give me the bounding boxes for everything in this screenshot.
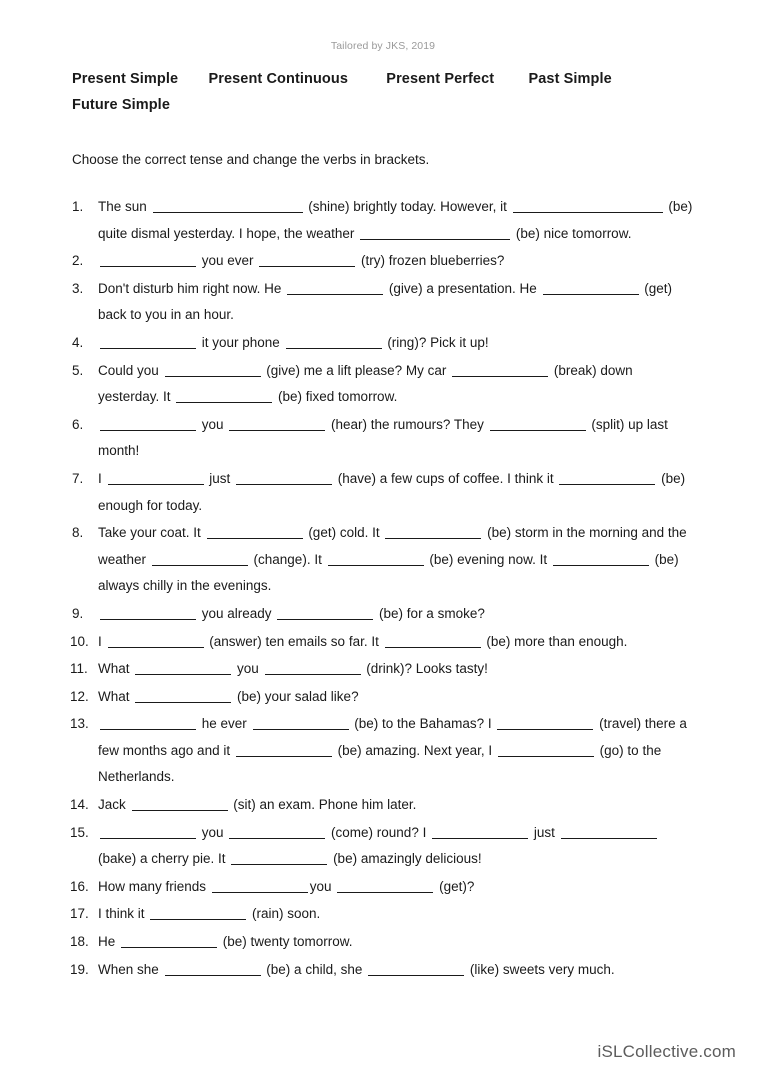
answer-blank[interactable] [153,198,303,213]
answer-blank[interactable] [368,961,464,976]
sentence-text: (break) down yesterday. It [98,362,633,405]
sentence-text: I think it [98,906,149,922]
sentence-text: (be) storm in the morning and the weather [98,525,687,567]
sentence-text: (answer) ten emails so far. It [205,633,383,649]
sentence-text: (be) always chilly in the evenings. [98,551,679,594]
sentence-text: (bake) a cherry pie. It [98,851,230,867]
exercise-item [72,466,694,519]
sentence-text: He [98,934,120,950]
sentence-text: (be) amazing. Next year, I [333,742,496,758]
sentence-text: (hear) the rumours? They [327,416,488,432]
sentence-text: (ring)? Pick it up! [383,334,489,350]
sentence-text: (be) fixed tomorrow. [274,389,398,405]
exercise-item [72,901,694,928]
sentence-text: (be) quite dismal yesterday. I hope, the weather [98,199,693,241]
exercise-item [72,684,694,711]
exercise-item [72,194,694,247]
credit-line: Tailored by JKS, 2019 [330,40,436,52]
sentence-text: (be) your salad like? [233,688,359,704]
sentence-text: (get) cold. It [304,525,384,541]
exercise-item [72,929,694,956]
sentence-text: you [198,824,228,840]
exercise-number: 13. [70,716,89,732]
sentence-text: (be) amazingly delicious! [329,851,482,867]
exercise-number: 7. [72,470,84,486]
exercise-number: 8. [72,525,84,541]
answer-blank[interactable] [385,524,481,539]
exercise-item [72,656,694,683]
instructions-text: Choose the correct tense and change the verbs in brackets. [72,152,430,167]
exercise-item [72,412,694,465]
sentence-text: (come) round? I [327,824,431,840]
answer-blank[interactable] [150,905,246,920]
sentence-text: (rain) soon. [248,906,321,922]
exercise-number: 12. [70,688,89,704]
sentence-text: Jack [98,797,130,813]
exercise-number: 15. [70,824,89,840]
sentence-text: it your phone [198,334,284,350]
answer-blank[interactable] [121,933,217,948]
sentence-text: just [530,824,559,840]
sentence-text: (be) evening now. It [425,551,551,567]
answer-blank[interactable] [108,470,204,485]
sentence-text: (shine) brightly today. However, it [304,199,511,214]
answer-blank[interactable] [135,688,231,703]
sentence-text: I [98,470,106,486]
tense-heading-line-2 [72,92,694,118]
answer-blank[interactable] [432,824,528,839]
answer-blank[interactable] [212,878,308,893]
sentence-text: (be) for a smoke? [375,605,485,621]
sentence-text: (get)? [435,878,475,894]
exercise-item [72,711,694,791]
exercise-item [72,874,694,901]
answer-blank[interactable] [100,824,196,839]
sentence-text: (try) frozen blueberries? [357,253,505,269]
tense-past-simple: Past Simple [528,71,612,87]
answer-blank[interactable] [100,252,196,267]
answer-blank[interactable] [513,198,663,213]
sentence-text: you [309,878,336,894]
exercise-item [72,330,694,357]
exercise-item [72,957,694,984]
exercise-number: 3. [72,280,84,296]
answer-blank[interactable] [561,824,657,839]
exercise-number: 14. [70,797,89,813]
answer-blank[interactable] [385,633,481,648]
sentence-text: just [205,470,235,486]
sentence-text: (be) nice tomorrow. [512,225,632,241]
answer-blank[interactable] [236,470,332,485]
answer-blank[interactable] [553,551,649,566]
answer-blank[interactable] [286,334,382,349]
sentence-text: (be) more than enough. [482,633,628,649]
answer-blank[interactable] [253,715,349,730]
tense-present-perfect: Present Perfect [386,71,495,87]
logo-prefix: i [597,1042,602,1061]
exercise-item [72,358,694,411]
exercise-number: 5. [72,362,84,378]
sentence-text: Don't disturb him right now. He [98,280,286,296]
sentence-text: Take your coat. It [98,525,205,541]
sentence-text: (give) a presentation. He [385,280,541,296]
exercise-number: 18. [70,934,89,950]
worksheet-content [72,66,694,984]
answer-blank[interactable] [265,660,361,675]
answer-blank[interactable] [231,850,327,865]
sentence-text: you ever [198,253,258,269]
answer-blank[interactable] [165,362,261,377]
sentence-text: you [233,661,263,677]
answer-blank[interactable] [100,416,196,431]
exercise-item [72,520,694,600]
sentence-text: (change). It [249,551,326,567]
answer-blank[interactable] [132,796,228,811]
sentence-text: (be) enough for today. [98,470,686,513]
answer-blank[interactable] [559,470,655,485]
sentence-text: you [198,416,228,432]
islcollective-logo [597,1042,736,1062]
answer-blank[interactable] [328,551,424,566]
answer-blank[interactable] [229,824,325,839]
sentence-text: (be) twenty tomorrow. [219,934,353,950]
sentence-text: How many friends [98,878,210,894]
answer-blank[interactable] [100,605,196,620]
answer-blank[interactable] [100,334,196,349]
sentence-text: What [98,661,134,677]
answer-blank[interactable] [236,742,332,757]
sentence-text: (give) me a lift please? My car [262,362,451,378]
answer-blank[interactable] [360,225,510,240]
answer-blank[interactable] [452,362,548,377]
sentence-text: (drink)? Looks tasty! [362,661,488,677]
sentence-text: (have) a few cups of coffee. I think it [334,470,558,486]
exercise-item [72,601,694,628]
exercise-number: 2. [72,253,84,269]
answer-blank[interactable] [498,742,594,757]
sentence-text: you already [198,605,276,621]
answer-blank[interactable] [176,388,272,403]
sentence-text: What [98,688,134,704]
answer-blank[interactable] [259,252,355,267]
sentence-text: (sit) an exam. Phone him later. [229,797,417,813]
logo-main: SLCollective [601,1042,699,1061]
exercise-number: 16. [70,878,89,894]
sentence-text: he ever [198,716,251,732]
exercise-list [72,194,694,983]
exercise-item [72,792,694,819]
tense-future-simple: Future Simple [72,97,170,113]
answer-blank[interactable] [108,633,204,648]
exercise-item [72,248,694,275]
answer-blank[interactable] [277,605,373,620]
exercise-item [72,276,694,329]
answer-blank[interactable] [337,878,433,893]
answer-blank[interactable] [100,715,196,730]
sentence-text: Could you [98,362,163,378]
exercise-number: 9. [72,605,84,621]
sentence-text: (be) to the Bahamas? I [350,716,496,732]
answer-blank[interactable] [543,280,639,295]
answer-blank[interactable] [497,715,593,730]
answer-blank[interactable] [207,524,303,539]
exercise-number: 17. [70,906,89,922]
tense-present-continuous: Present Continuous [208,71,349,87]
exercise-number: 10. [70,633,89,649]
answer-blank[interactable] [229,416,325,431]
tense-present-simple: Present Simple [72,71,179,87]
logo-suffix: .com [698,1042,736,1061]
sentence-text: (travel) there a few months ago and it [98,716,687,758]
answer-blank[interactable] [490,416,586,431]
exercise-number: 1. [72,199,84,214]
answer-blank[interactable] [135,660,231,675]
answer-blank[interactable] [287,280,383,295]
exercise-number: 19. [70,961,89,977]
answer-blank[interactable] [165,961,261,976]
exercise-item [72,820,694,873]
sentence-text: (go) to the Netherlands. [98,742,662,785]
sentence-text: (be) a child, she [262,961,367,977]
sentence-text: I [98,633,106,649]
exercise-number: 11. [70,661,88,677]
answer-blank[interactable] [152,551,248,566]
sentence-text: (like) sweets very much. [466,961,615,977]
exercise-number: 6. [72,416,84,432]
sentence-text: (get) back to you in an hour. [98,280,673,323]
sentence-text: When she [98,961,163,977]
sentence-text: The sun [98,199,151,214]
tense-heading-line-1 [72,66,694,92]
sentence-text: (split) up last month! [98,416,668,459]
exercise-item [72,629,694,656]
exercise-number: 4. [72,334,84,350]
